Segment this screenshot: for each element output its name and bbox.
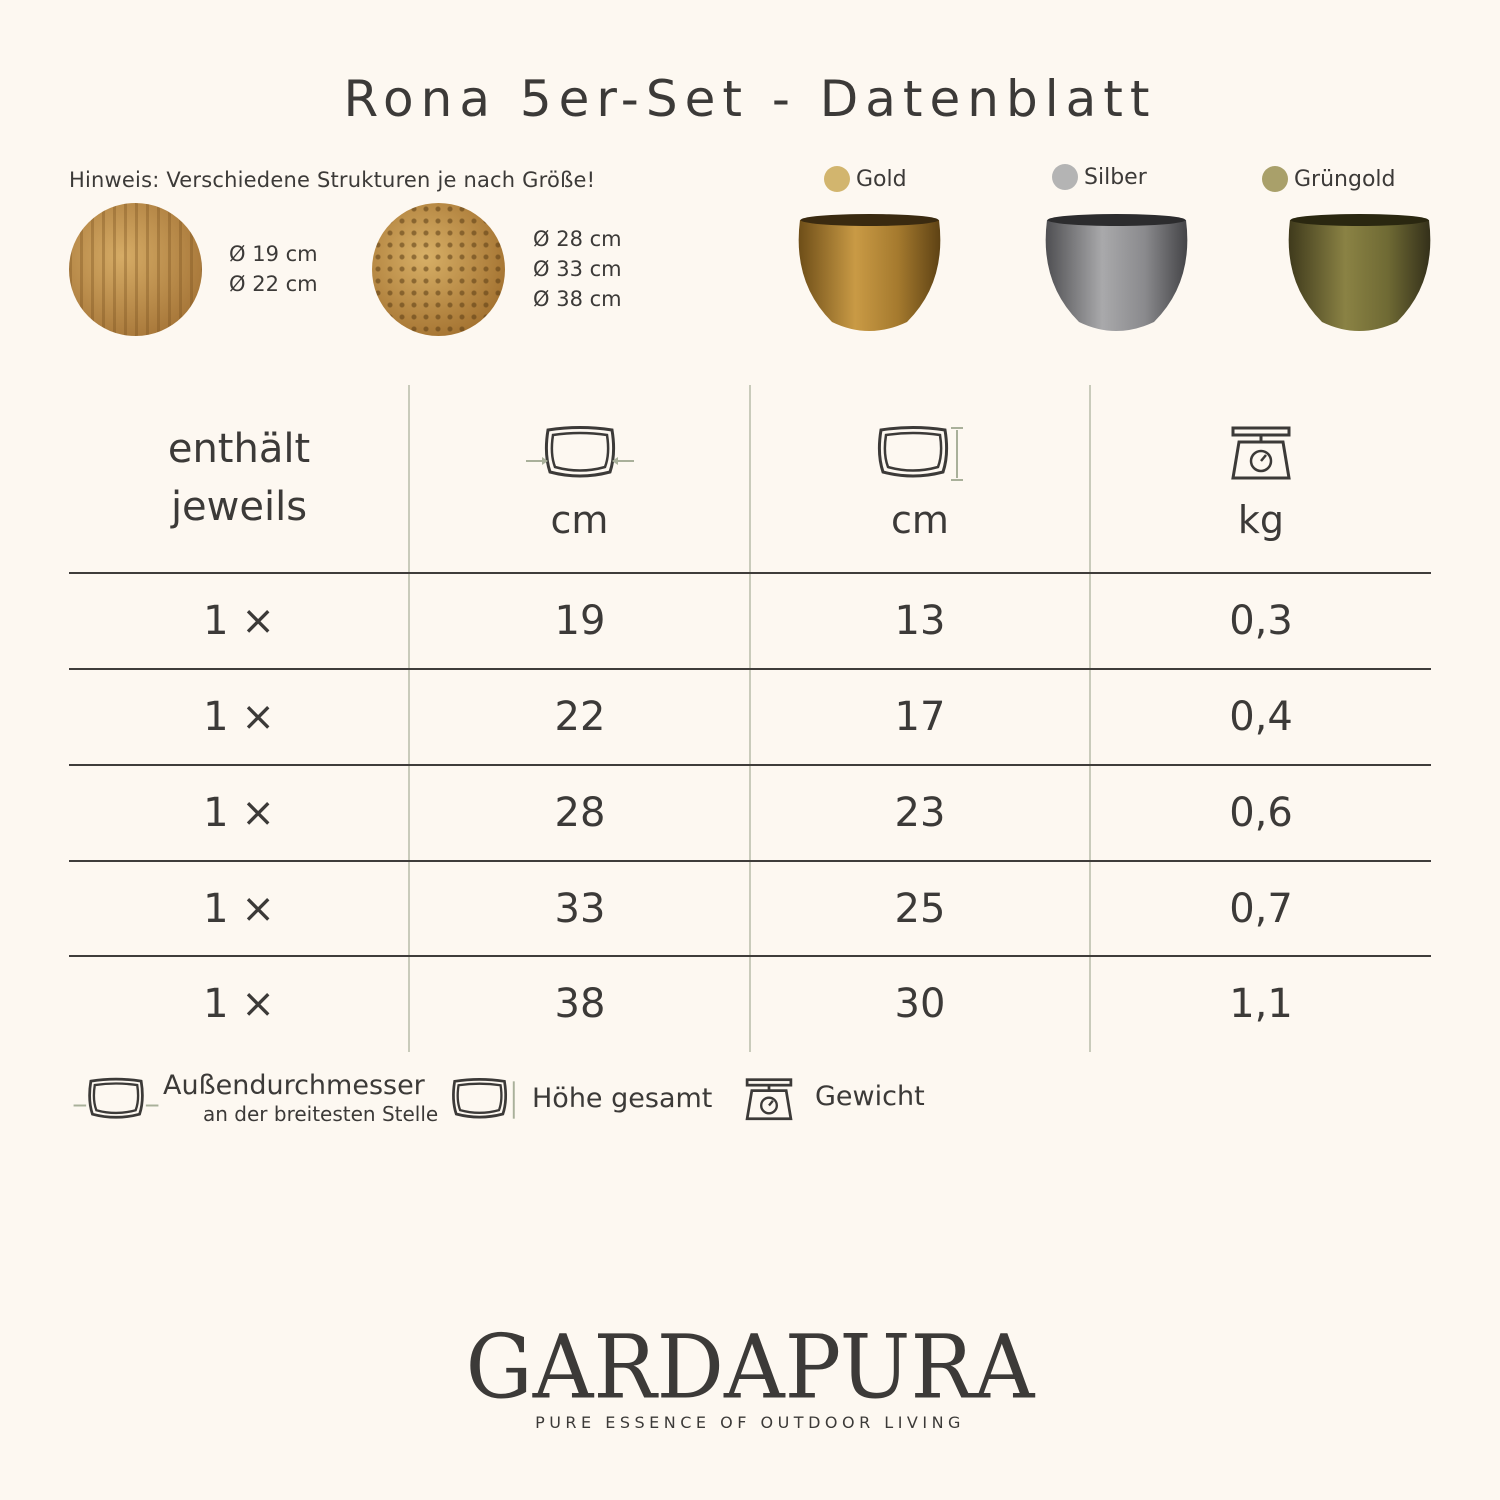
- weight-cell: 0,4: [1229, 694, 1293, 740]
- diameter-cell: 22: [554, 694, 606, 740]
- legend-diameter-sublabel: an der breitesten Stelle: [203, 1102, 439, 1126]
- scale-icon: [1229, 424, 1293, 484]
- weight-cell: 1,1: [1229, 981, 1293, 1027]
- diameter-icon: [524, 424, 636, 484]
- legend-scale-icon: [744, 1076, 794, 1124]
- pot-gold-image: [797, 212, 942, 334]
- texture-sizes-large: [533, 224, 622, 314]
- diameter-cell: 33: [554, 886, 606, 932]
- height-cell: 30: [894, 981, 946, 1027]
- color-label: Silber: [1084, 164, 1147, 190]
- height-cell: 25: [894, 886, 946, 932]
- legend-height-icon: [450, 1076, 520, 1124]
- color-label: Gold: [856, 166, 907, 192]
- legend-height-label: Höhe gesamt: [532, 1083, 713, 1114]
- height-cell: 13: [894, 598, 946, 644]
- legend-diameter-icon: [72, 1076, 160, 1124]
- brand-tagline: PURE ESSENCE OF OUTDOOR LIVING: [535, 1413, 965, 1432]
- greengold-dot-icon: [1262, 166, 1288, 192]
- color-option-gold: [824, 166, 907, 192]
- pot-silver-image: [1044, 212, 1189, 334]
- quantity-cell: 1 ×: [203, 790, 275, 836]
- legend-weight-label: Gewicht: [815, 1081, 925, 1112]
- color-option-silver: [1052, 164, 1147, 190]
- color-label: Grüngold: [1294, 166, 1396, 192]
- table-header-height: [751, 400, 1089, 570]
- brand-logo: GARDAPURA: [465, 1315, 1035, 1419]
- gold-dot-icon: [824, 166, 850, 192]
- table-row: [69, 670, 1431, 764]
- diameter-cell: 28: [554, 790, 606, 836]
- table-header-weight: [1091, 400, 1431, 570]
- diameter-cell: 19: [554, 598, 606, 644]
- page-title: Rona 5er-Set - Datenblatt: [343, 70, 1157, 128]
- color-option-greengold: [1262, 166, 1395, 192]
- height-cell: 17: [894, 694, 946, 740]
- quantity-cell: 1 ×: [203, 598, 275, 644]
- diameter-cell: 38: [554, 981, 606, 1027]
- quantity-cell: 1 ×: [203, 694, 275, 740]
- weight-cell: 0,6: [1229, 790, 1293, 836]
- weight-cell: 0,7: [1229, 886, 1293, 932]
- silver-dot-icon: [1052, 164, 1078, 190]
- quantity-cell: 1 ×: [203, 981, 275, 1027]
- unit-label: kg: [1237, 498, 1285, 542]
- size-label: Ø 22 cm: [229, 272, 318, 296]
- texture-sizes-small: [229, 239, 318, 299]
- pot-greengold-image: [1287, 212, 1432, 334]
- header-line: jeweils: [170, 484, 308, 530]
- structure-hint: Hinweis: Verschiedene Strukturen je nach Größe!: [69, 168, 596, 192]
- height-icon: [875, 424, 965, 484]
- table-row: [69, 957, 1431, 1051]
- size-label: Ø 19 cm: [229, 242, 318, 266]
- table-header-contains: [69, 420, 409, 536]
- size-label: Ø 38 cm: [533, 287, 622, 311]
- quantity-cell: 1 ×: [203, 886, 275, 932]
- table-row: [69, 574, 1431, 668]
- table-row: [69, 862, 1431, 956]
- height-cell: 23: [894, 790, 946, 836]
- size-label: Ø 33 cm: [533, 257, 622, 281]
- unit-label: cm: [550, 498, 609, 542]
- size-label: Ø 28 cm: [533, 227, 622, 251]
- texture-image-small: [69, 203, 202, 336]
- legend-diameter-label: Außendurchmesser: [163, 1070, 425, 1101]
- texture-image-large: [372, 203, 505, 336]
- unit-label: cm: [891, 498, 949, 542]
- weight-cell: 0,3: [1229, 598, 1293, 644]
- header-line: enthält: [167, 426, 311, 472]
- table-row: [69, 766, 1431, 860]
- table-header-diameter: [410, 400, 749, 570]
